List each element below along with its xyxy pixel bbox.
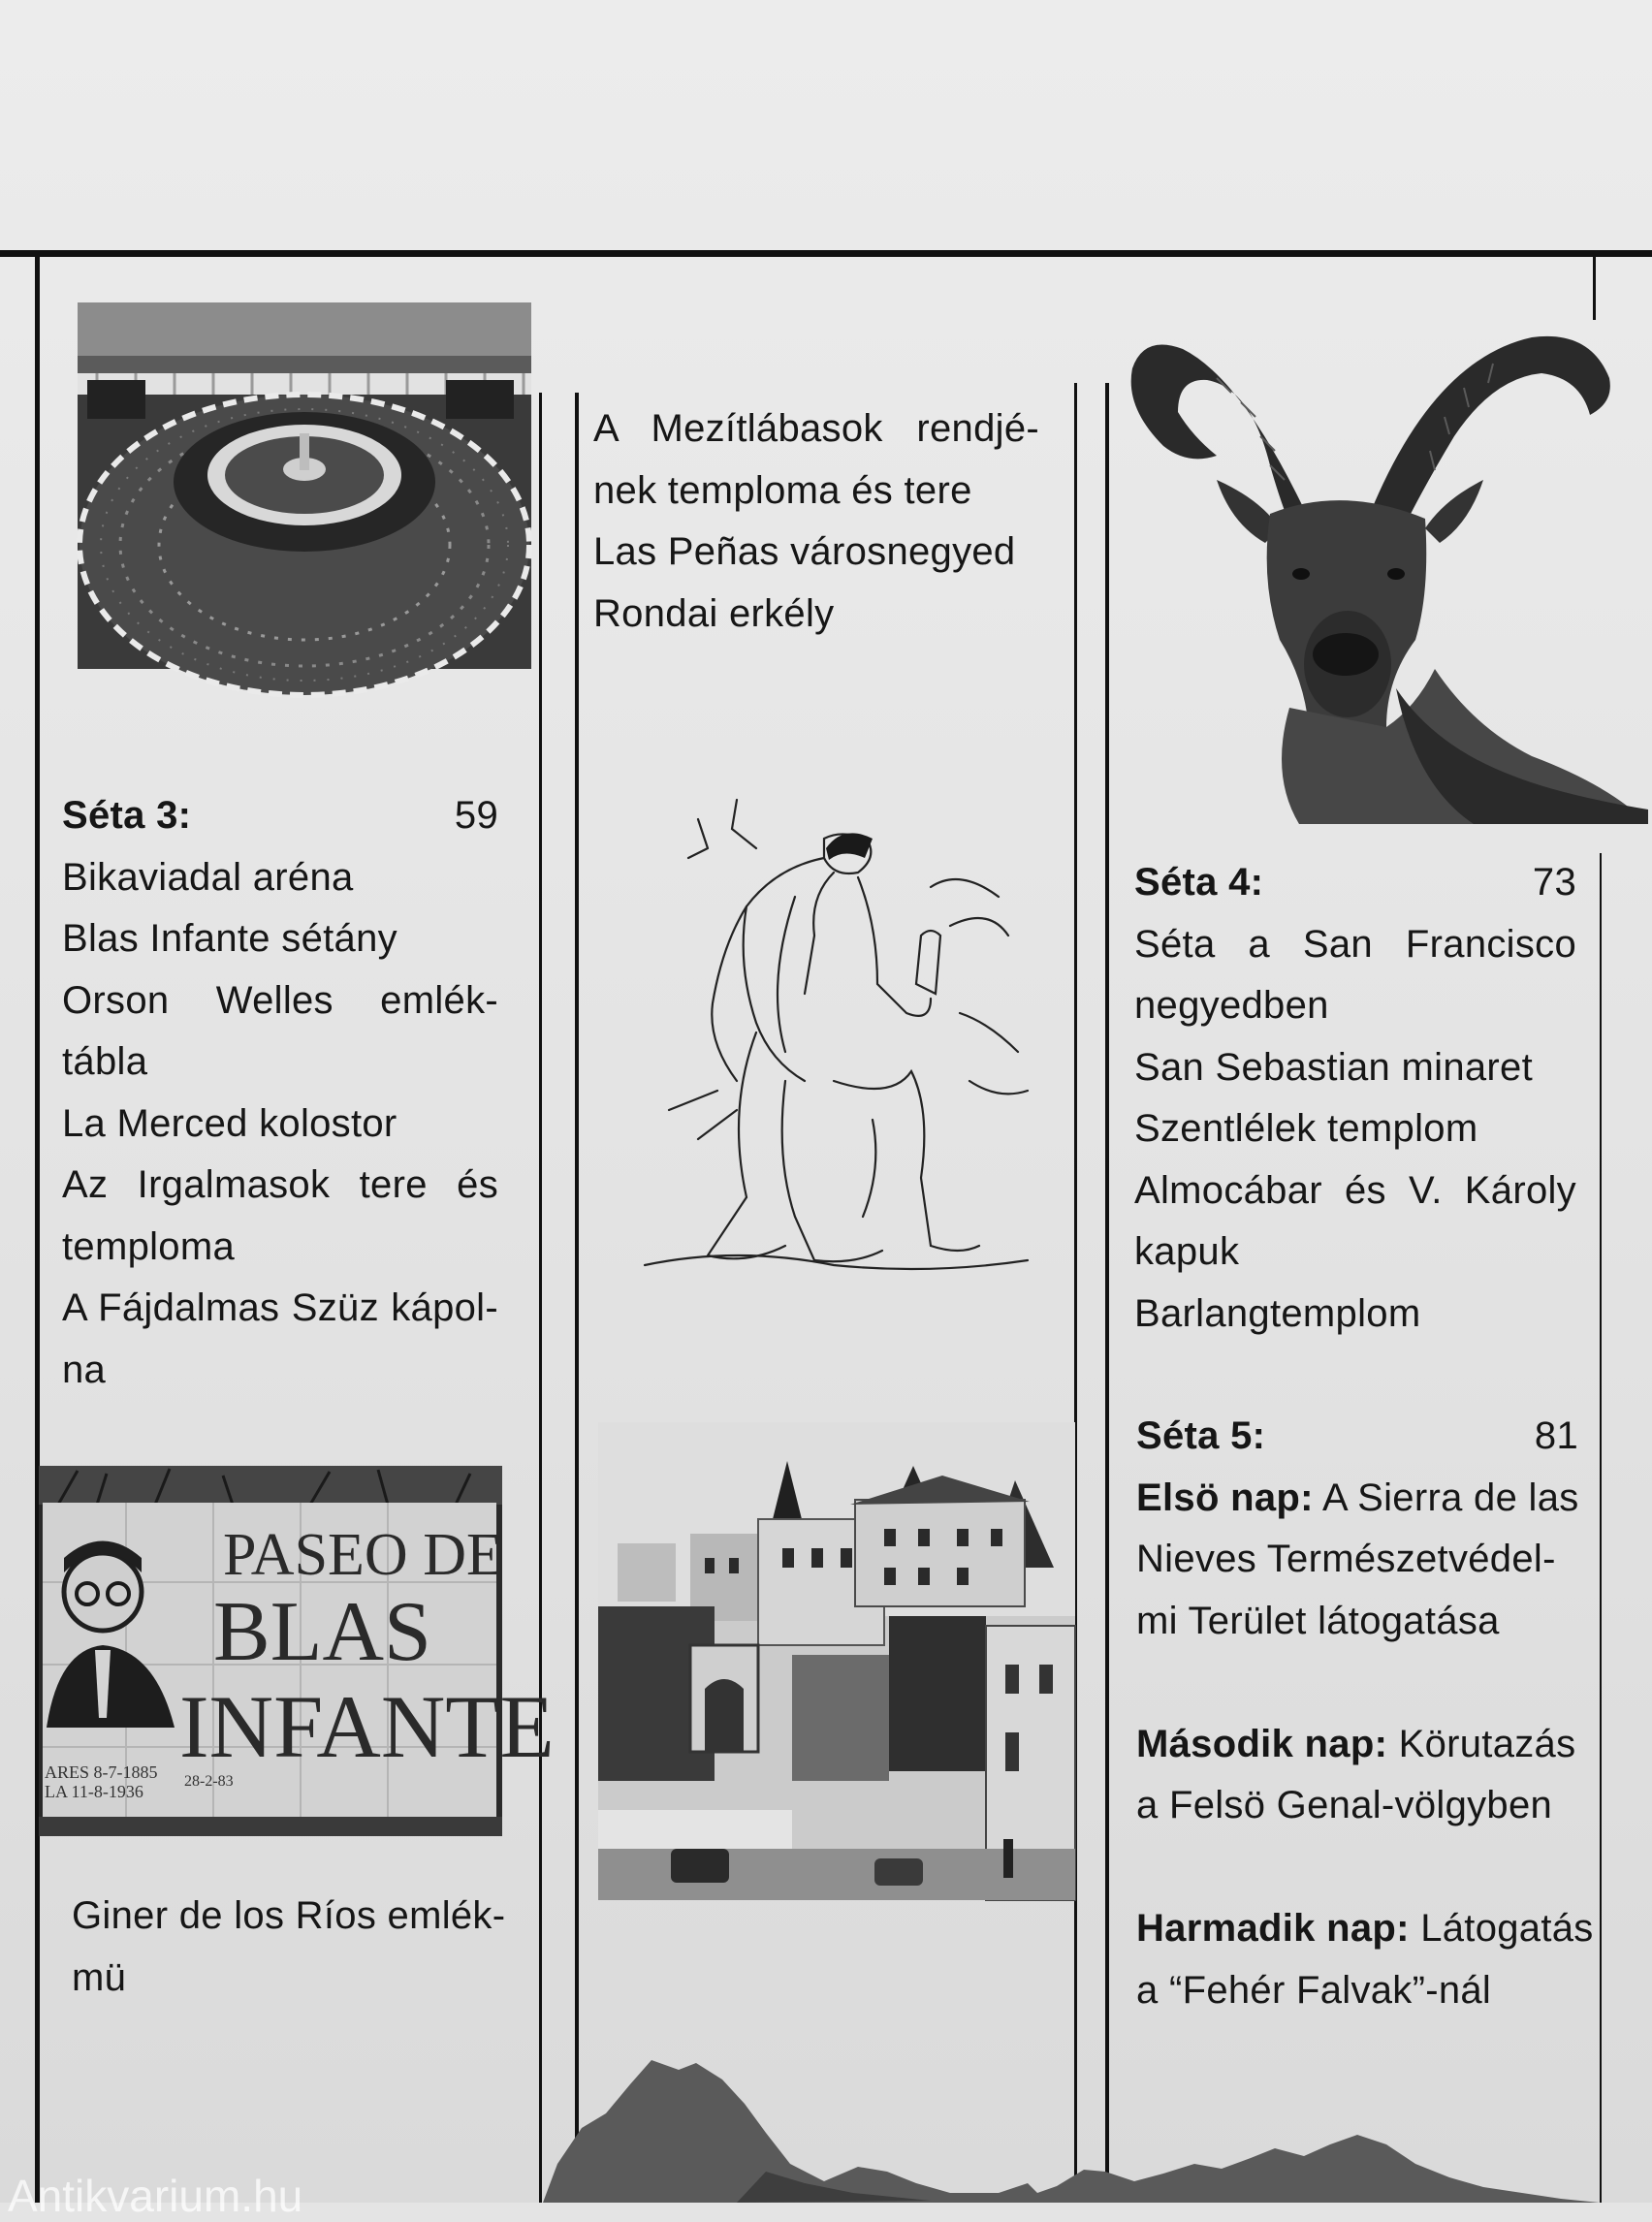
seta5-day1-label: Elsö nap: [1136,1476,1314,1519]
seta4-item: kapuk [1134,1230,1240,1273]
seta5-page-number: 81 [1534,1414,1578,1457]
caption-line: Giner de los Ríos emlék- [72,1894,506,1937]
seta5-day3-label: Harmadik nap: [1136,1907,1410,1950]
sign-line-1: PASEO DE [223,1522,503,1588]
caption-line: mü [72,1955,127,1999]
seta4-item: Séta a San Francisco [1134,922,1576,966]
col2-item: A Mezítlábasok rendjé- [593,407,1039,450]
seta4-item: Barlangtemplom [1134,1291,1421,1335]
seta5-day3-text: Látogatás [1420,1907,1594,1950]
seta4-item: San Sebastian minaret [1134,1045,1533,1089]
col2-item: nek temploma és tere [593,468,972,512]
sign-line-3: INFANTE [179,1677,555,1776]
seta3-item: tábla [62,1040,148,1083]
seta4-item: Almocábar és V. Károly [1134,1168,1576,1212]
sign-dates-3: 28-2-83 [184,1773,234,1790]
seta5-day3-line: a “Fehér Falvak”-nál [1136,1968,1492,2012]
seta5-day2-label: Második nap: [1136,1722,1388,1765]
seta5-label: Séta 5: [1136,1414,1266,1457]
seta4-item: Szentlélek templom [1134,1107,1478,1150]
seta4-page-number: 73 [1532,861,1576,904]
seta3-item: A Fájdalmas Szüz kápol- [62,1286,498,1329]
sign-line-2: BLAS [213,1585,431,1679]
seta3-item: Blas Infante sétány [62,917,397,960]
sign-dates-2: LA 11-8-1936 [45,1782,143,1801]
seta3-item: na [62,1348,107,1391]
seta4-item: negyedben [1134,984,1329,1027]
seta5-day1-line: Nieves Természetvédel- [1136,1538,1556,1580]
seta3-item: Az Irgalmasok tere és [62,1163,498,1206]
sign-dates-1: ARES 8-7-1885 [45,1762,158,1782]
seta5-day2-line: a Felsö Genal-völgyben [1136,1784,1553,1826]
seta5-day1-line: mi Terület látogatása [1136,1599,1500,1642]
seta3-item: Orson Welles emlék- [62,978,498,1022]
seta3-page-number: 59 [454,794,498,837]
watermark: Antikvarium.hu [8,2171,303,2221]
seta3-label: Séta 3: [62,794,192,837]
col2-item: Rondai erkély [593,591,835,635]
seta3-item: Bikaviadal aréna [62,855,354,899]
col2-item: Las Peñas városnegyed [593,530,1016,573]
seta3-item: La Merced kolostor [62,1101,397,1145]
seta3-item: temploma [62,1224,236,1268]
seta4-label: Séta 4: [1134,861,1264,904]
seta5-day2-text: Körutazás [1398,1722,1576,1765]
seta5-day1-text: A Sierra de las [1321,1476,1579,1519]
